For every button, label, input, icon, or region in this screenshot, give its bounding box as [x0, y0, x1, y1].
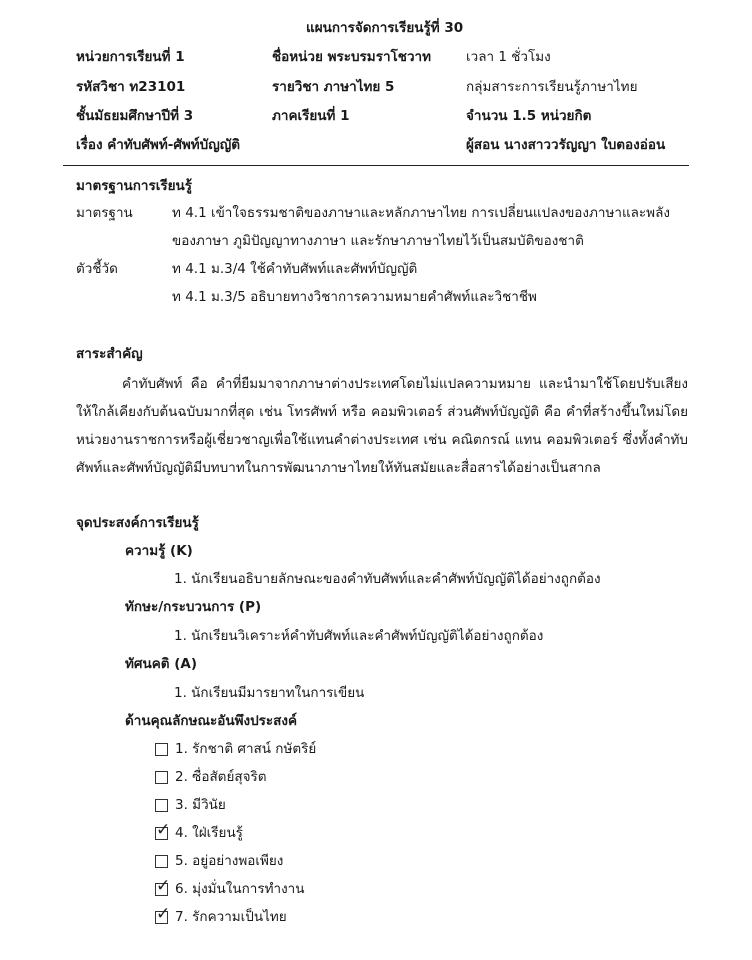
objectives-heading: จุดประสงค์การเรียนรู้ [76, 515, 199, 531]
lesson-topic: เรื่อง คำทับศัพท์-ศัพท์บัญญัติ [76, 137, 241, 153]
indicator-item: ท 4.1 ม.3/4 ใช้คำทับศัพท์และศัพท์บัญญัติ [172, 261, 418, 277]
trait-label: 1. รักชาติ ศาสน์ กษัตริย์ [175, 741, 317, 757]
check-icon: ✓ [156, 876, 171, 896]
indicator-item: ท 4.1 ม.3/5 อธิบายทางวิชาการความหมายคำศัพท์และวิชาชีพ [172, 289, 537, 305]
course-name: รายวิชา ภาษาไทย 5 [272, 79, 395, 95]
teacher-name: ผู้สอน นางสาววรัญญา ใบตองอ่อน [466, 137, 666, 153]
document-title: แผนการจัดการเรียนรู้ที่ 30 [306, 20, 464, 36]
attitude-label: ทัศนคติ (A) [125, 656, 197, 672]
essence-paragraph [76, 370, 688, 482]
subject-group: กลุ่มสาระการเรียนรู้ภาษาไทย [466, 79, 638, 95]
attitude-item: 1. นักเรียนมีมารยาทในการเขียน [174, 685, 365, 701]
indicator-label: ตัวชี้วัด [76, 261, 118, 277]
traits-label: ด้านคุณลักษณะอันพึงประสงค์ [125, 713, 298, 729]
trait-label: 3. มีวินัย [175, 797, 226, 813]
standard-line-1: ท 4.1 เข้าใจธรรมชาติของภาษาและหลักภาษาไทย การเปลี่ยนแปลงของภาษาและพลัง [172, 205, 670, 221]
grade-level: ชั้นมัธยมศึกษาปีที่ 3 [76, 108, 194, 124]
standard-line-2: ของภาษา ภูมิปัญญาทางภาษา และรักษาภาษาไทยไว้เป็นสมบัติของชาติ [172, 233, 584, 249]
semester: ภาคเรียนที่ 1 [272, 108, 350, 124]
credits: จำนวน 1.5 หน่วยกิต [466, 108, 592, 124]
trait-checkbox[interactable] [155, 855, 168, 868]
check-icon: ✓ [156, 820, 171, 840]
trait-checkbox[interactable] [155, 904, 171, 924]
unit-name: ชื่อหน่วย พระบรมราโชวาท [272, 49, 432, 65]
lesson-time: เวลา 1 ชั่วโมง [466, 49, 551, 65]
trait-label: 6. มุ่งมั่นในการทำงาน [175, 881, 305, 897]
trait-checkbox[interactable] [155, 771, 168, 784]
skill-item: 1. นักเรียนวิเคราะห์คำทับศัพท์และคำศัพท์บัญญัติได้อย่างถูกต้อง [174, 628, 544, 644]
trait-checkbox[interactable] [155, 820, 171, 840]
trait-label: 2. ซื่อสัตย์สุจริต [175, 769, 267, 785]
trait-checkbox[interactable] [155, 799, 168, 812]
standards-heading: มาตรฐานการเรียนรู้ [76, 178, 193, 194]
knowledge-item: 1. นักเรียนอธิบายลักษณะของคำทับศัพท์และคำศัพท์บัญญัติได้อย่างถูกต้อง [174, 571, 601, 587]
trait-label: 7. รักความเป็นไทย [175, 909, 287, 925]
essence-text: คำทับศัพท์ คือ คำที่ยืมมาจากภาษาต่างประเทศโดยไม่แปลความหมาย และนำมาใช้โดยปรับเสียงให้ใกล้เคียงกับต้นฉบับมากที่สุด เช่น โทรศัพท์ หรือ คอมพิวเตอร์ ส่วนศัพท์บัญญัติ คือ คำที่สร้างขึ้นใหม่โดยหน่วยงานราชการหรือผู้เชี่ยวชาญเพื่อใช้แทนคำต่างประเทศ เช่น คณิตกรณ์ แทน คอมพิวเตอร์ ซึ่งทั้งคำทับศัพท์และศัพท์บัญญัติมีบทบาทในการพัฒนาภาษาไทยให้ทันสมัยและสื่อสารได้อย่างเป็นสากล [76, 376, 688, 476]
unit-number: หน่วยการเรียนที่ 1 [76, 49, 185, 65]
trait-checkbox[interactable] [155, 743, 168, 756]
trait-label: 5. อยู่อย่างพอเพียง [175, 853, 284, 869]
check-icon: ✓ [156, 904, 171, 924]
course-code: รหัสวิชา ท23101 [76, 79, 186, 95]
skill-label: ทักษะ/กระบวนการ (P) [125, 599, 262, 615]
trait-checkbox[interactable] [155, 876, 171, 896]
knowledge-label: ความรู้ (K) [125, 543, 193, 559]
trait-label: 4. ใฝ่เรียนรู้ [175, 825, 243, 841]
standard-label: มาตรฐาน [76, 205, 133, 221]
essence-heading: สาระสำคัญ [76, 346, 143, 362]
header-divider [63, 165, 689, 166]
